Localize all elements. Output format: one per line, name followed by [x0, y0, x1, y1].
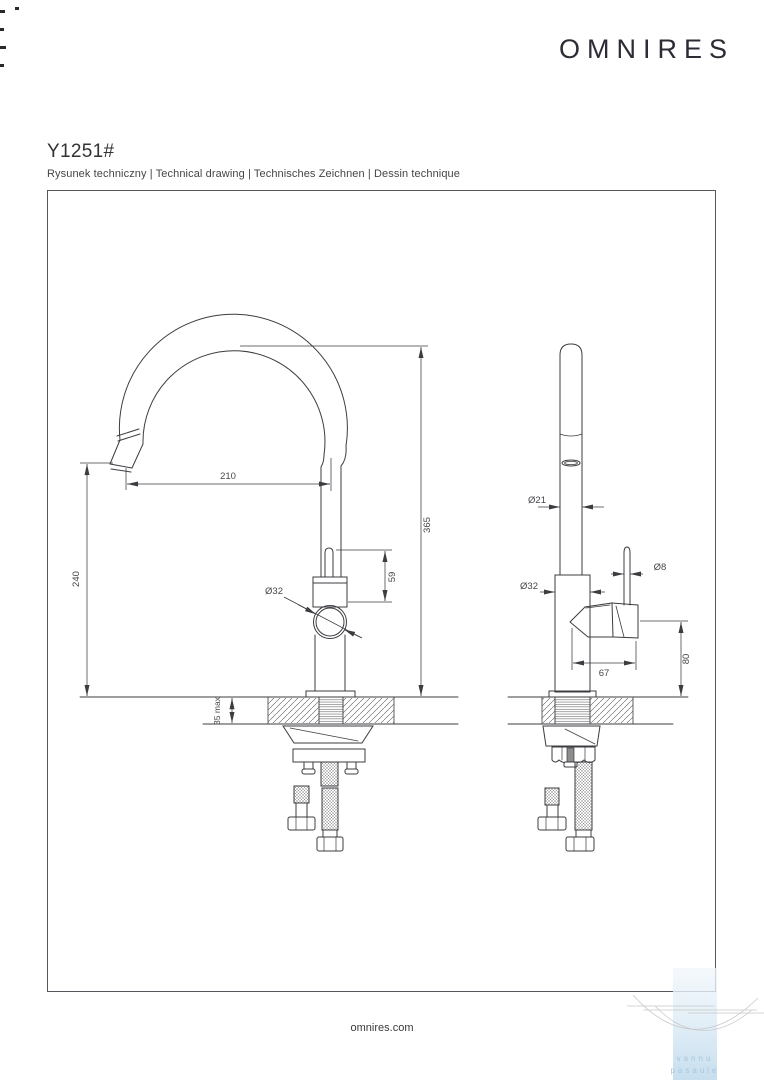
- dim-label-body-diameter-side: Ø32: [520, 581, 538, 592]
- watermark-text-vannu: vannu: [676, 1054, 714, 1063]
- dim-label-handle-reach: 67: [598, 668, 610, 679]
- dimension-labels: [71, 471, 692, 725]
- dim-label-spout-diameter: Ø21: [528, 495, 546, 506]
- dim-label-total-height: 365: [422, 517, 433, 533]
- dim-label-spout-reach: 210: [220, 471, 236, 482]
- scan-artifact: [0, 7, 19, 67]
- footer-website: omnires.com: [350, 1022, 414, 1034]
- omnires-logo: OMNIRES: [558, 34, 734, 64]
- faucet-front-view: [80, 314, 458, 851]
- drawing-subtitle: Rysunek techniczny | Technical drawing | Technisches Zeichnen | Dessin technique: [47, 168, 460, 180]
- dim-label-counter-thickness: 35 max: [212, 697, 222, 725]
- faucet-side-view: [508, 344, 688, 851]
- dim-label-body-diameter-front: Ø32: [265, 586, 283, 597]
- dim-label-spout-height: 240: [71, 571, 82, 587]
- dimension-lines: [80, 346, 688, 723]
- dim-label-handle-height: 80: [681, 653, 692, 665]
- dim-label-lever-height: 59: [387, 571, 398, 583]
- dim-label-lever-diameter: Ø8: [653, 562, 667, 573]
- product-code: Y1251#: [47, 141, 115, 162]
- watermark-text-pasaule: pasaule: [670, 1066, 720, 1075]
